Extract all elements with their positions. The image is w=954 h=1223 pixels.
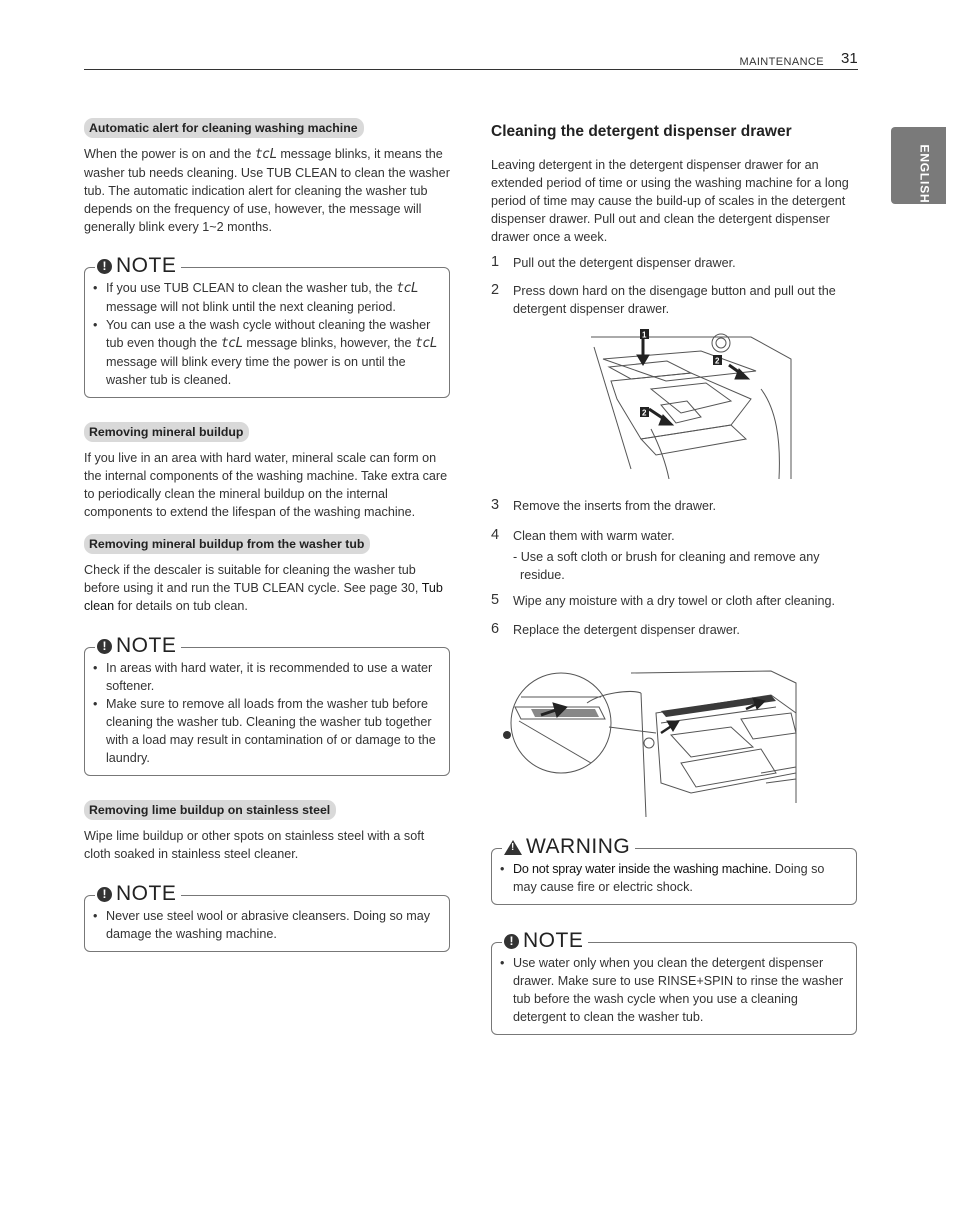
list-item	[491, 592, 857, 610]
lime-heading: Removing lime buildup on stainless steel	[84, 800, 336, 820]
warning-header	[502, 834, 635, 860]
drawer-removal-illustration	[491, 329, 857, 479]
list-item	[500, 860, 848, 896]
list-item	[93, 279, 441, 316]
tcl-display-code: tcL	[415, 336, 438, 351]
note1-bullet2-part1: You can use a the wash cycle without cleaning the washer tub even though the	[106, 318, 431, 350]
step-text: Replace the detergent dispenser drawer.	[513, 623, 740, 637]
steps-list-a	[491, 254, 857, 318]
mineral-tub-text-part2: for details on tub clean.	[117, 599, 248, 613]
list-item: • Make sure to remove all loads from the washer tub before cleaning the washer tub. Cleaning the washer tub together with a load may result in contamination of or damage to the laundry.	[93, 695, 441, 767]
header-section-label: MAINTENANCE	[739, 56, 824, 68]
list-item: • Never use steel wool or abrasive cleansers. Doing so may damage the washing machine.	[93, 907, 441, 943]
step-number: 6	[491, 621, 500, 637]
mineral-tub-text	[84, 561, 450, 615]
warning-box	[491, 835, 857, 905]
left-column	[84, 118, 450, 952]
exclamation-icon: !	[97, 259, 112, 274]
step-number: 2	[491, 282, 500, 298]
mineral-heading: Removing mineral buildup	[84, 422, 249, 442]
warning-text: Doing so may cause fire or electric shock.	[513, 862, 825, 894]
note-title: NOTE	[116, 634, 177, 657]
mineral-text: If you live in an area with hard water, mineral scale can form on the internal components of the washing machine. Take extra care to periodically clean the mineral buildup on the internal components to extend the lifespan of the washing machine.	[84, 451, 448, 519]
list-item: • In areas with hard water, it is recommended to use a water softener.	[93, 659, 441, 695]
note1-bullet2-part2: message blinks, however, the	[246, 336, 412, 350]
auto-alert-heading: Automatic alert for cleaning washing machine	[84, 118, 364, 138]
marker-3-label: 2	[642, 408, 647, 418]
lime-text: Wipe lime buildup or other spots on stainless steel with a soft cloth soaked in stainless steel cleaner.	[84, 829, 425, 861]
list-item: • Use water only when you clean the detergent dispenser drawer. Make sure to use RINSE+SPIN to rinse the washer tub before the wash cycle when you use a cleaning detergent to clean the washer tub.	[500, 954, 848, 1026]
note-title: NOTE	[523, 929, 584, 952]
steps-list-c	[491, 592, 857, 639]
mineral-tub-text-part1: Check if the descaler is suitable for cleaning the washer tub before using it and run the TUB CLEAN cycle. See page 30,	[84, 563, 419, 595]
note-box-steel-wool	[84, 882, 450, 952]
step-number: 1	[491, 254, 500, 270]
tcl-display-code: tcL	[254, 147, 277, 162]
header-rule	[84, 69, 858, 70]
exclamation-icon: !	[97, 887, 112, 902]
step4-sub-item: - Use a soft cloth or brush for cleaning and remove any residue.	[513, 550, 820, 582]
step-text: Pull out the detergent dispenser drawer.	[513, 256, 736, 270]
note-header	[95, 633, 181, 659]
list-item	[93, 316, 441, 389]
language-tab-label: ENGLISH	[917, 144, 932, 204]
list-item	[491, 497, 857, 515]
auto-alert-text	[84, 145, 450, 236]
drawer-replacement-illustration	[491, 663, 857, 817]
steps-list-b	[491, 497, 857, 545]
auto-alert-text-part1: When the power is on and the	[84, 147, 252, 161]
step-number: 3	[491, 497, 500, 513]
exclamation-icon: !	[97, 639, 112, 654]
note-header	[95, 253, 181, 279]
note-title: NOTE	[116, 254, 177, 277]
warning-bold-text: Do not spray water inside the washing machine.	[513, 862, 772, 876]
mineral-section	[84, 422, 450, 521]
right-column	[491, 118, 857, 1035]
list-item	[491, 621, 857, 639]
note1-bullet2-part3: message will blink every time the power is on until the washer tub is cleaned.	[106, 355, 406, 387]
step-text: Clean them with warm water.	[513, 529, 675, 543]
mineral-tub-heading: Removing mineral buildup from the washer tub	[84, 534, 370, 554]
page-number: 31	[841, 50, 858, 67]
note-header	[502, 928, 588, 954]
note1-bullet1-part2: message will not blink until the next cleaning period.	[106, 300, 396, 314]
auto-alert-text-part2: message blinks, it means the washer tub needs cleaning. Use TUB CLEAN to clean the washer tub. The automatic indication alert for cleaning the washer tub depends on the frequency of use, however, the message will generally blink every 1~2 months.	[84, 147, 450, 234]
note-header	[95, 881, 181, 907]
note-box-tub-clean	[84, 254, 450, 398]
marker-2-label: 2	[715, 356, 720, 366]
tcl-display-code: tcL	[220, 336, 243, 351]
list-item	[491, 254, 857, 272]
tub-clean-reference: Tub clean	[84, 581, 443, 613]
exclamation-icon: !	[504, 934, 519, 949]
step-number: 5	[491, 592, 500, 608]
warning-triangle-icon	[504, 840, 522, 855]
intro-text: Leaving detergent in the detergent dispenser drawer for an extended period of time or using the washing machine for a long period of time may cause the build-up of scales in the detergent dispenser drawer. Pull out and clean the detergent dispenser drawer once a week.	[491, 158, 849, 244]
note-box-dispenser	[491, 929, 857, 1035]
note-box-hard-water	[84, 634, 450, 776]
step-number: 4	[491, 527, 500, 543]
step-text: Press down hard on the disengage button and pull out the detergent dispenser drawer.	[513, 284, 836, 316]
mineral-tub-section	[84, 534, 450, 615]
auto-alert-section	[84, 118, 450, 236]
note1-bullet1-part1: If you use TUB CLEAN to clean the washer tub, the	[106, 281, 393, 295]
marker-1-label: 1	[642, 330, 647, 340]
section-title: Cleaning the detergent dispenser drawer	[491, 123, 792, 140]
language-tab	[891, 127, 946, 204]
step-text: Wipe any moisture with a dry towel or cloth after cleaning.	[513, 594, 835, 608]
note-title: NOTE	[116, 882, 177, 905]
list-item	[491, 527, 857, 545]
list-item	[491, 282, 857, 318]
step-text: Remove the inserts from the drawer.	[513, 499, 716, 513]
lime-section	[84, 800, 450, 863]
warning-title: WARNING	[526, 835, 631, 858]
tcl-display-code: tcL	[396, 281, 419, 296]
